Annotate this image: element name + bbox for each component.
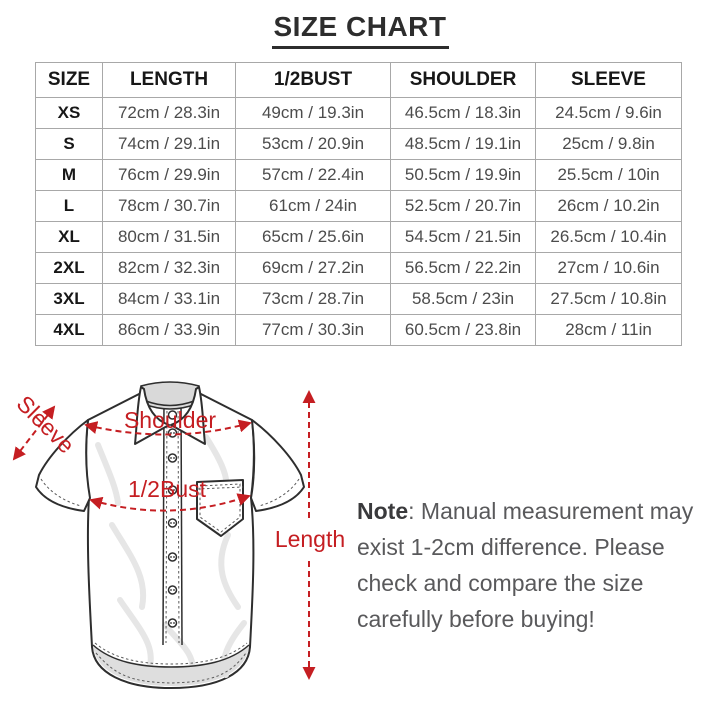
shoulder-cell: 60.5cm / 23.8in xyxy=(391,315,536,346)
table-row xyxy=(36,284,682,315)
sleeve-cell: 25cm / 9.8in xyxy=(536,129,682,160)
length-cell: 76cm / 29.9in xyxy=(103,160,236,191)
column-header-sleeve: SLEEVE xyxy=(536,63,682,98)
page-title-text: SIZE CHART xyxy=(272,11,449,49)
sleeve-cell: 27cm / 10.6in xyxy=(536,253,682,284)
size-cell: XL xyxy=(36,222,103,253)
table-row xyxy=(36,315,682,346)
bust-cell: 61cm / 24in xyxy=(236,191,391,222)
table-row xyxy=(36,253,682,284)
length-cell: 82cm / 32.3in xyxy=(103,253,236,284)
bust-cell: 77cm / 30.3in xyxy=(236,315,391,346)
shoulder-cell: 48.5cm / 19.1in xyxy=(391,129,536,160)
note-label: Note xyxy=(357,498,409,524)
sleeve-cell: 26.5cm / 10.4in xyxy=(536,222,682,253)
bust-cell: 57cm / 22.4in xyxy=(236,160,391,191)
sleeve-label: Sleeve xyxy=(11,390,80,459)
table-header-row xyxy=(36,63,682,98)
table-row xyxy=(36,160,682,191)
length-cell: 78cm / 30.7in xyxy=(103,191,236,222)
measurement-note xyxy=(357,493,695,637)
page-title xyxy=(0,11,720,49)
shoulder-cell: 52.5cm / 20.7in xyxy=(391,191,536,222)
length-cell: 86cm / 33.9in xyxy=(103,315,236,346)
size-cell: L xyxy=(36,191,103,222)
size-cell: XS xyxy=(36,98,103,129)
sleeve-cell: 28cm / 11in xyxy=(536,315,682,346)
size-cell: M xyxy=(36,160,103,191)
bust-cell: 69cm / 27.2in xyxy=(236,253,391,284)
sleeve-cell: 27.5cm / 10.8in xyxy=(536,284,682,315)
column-header-bust: 1/2BUST xyxy=(236,63,391,98)
length-cell: 72cm / 28.3in xyxy=(103,98,236,129)
column-header-shoulder: SHOULDER xyxy=(391,63,536,98)
size-cell: 4XL xyxy=(36,315,103,346)
bust-cell: 53cm / 20.9in xyxy=(236,129,391,160)
shoulder-cell: 54.5cm / 21.5in xyxy=(391,222,536,253)
sleeve-cell: 24.5cm / 9.6in xyxy=(536,98,682,129)
bust-cell: 65cm / 25.6in xyxy=(236,222,391,253)
bust-label: 1/2Bust xyxy=(128,476,206,502)
length-cell: 80cm / 31.5in xyxy=(103,222,236,253)
size-cell: 2XL xyxy=(36,253,103,284)
length-cell: 74cm / 29.1in xyxy=(103,129,236,160)
sleeve-cell: 25.5cm / 10in xyxy=(536,160,682,191)
column-header-size: SIZE xyxy=(36,63,103,98)
size-cell: 3XL xyxy=(36,284,103,315)
shoulder-cell: 58.5cm / 23in xyxy=(391,284,536,315)
length-label: Length xyxy=(274,526,345,552)
table-row xyxy=(36,98,682,129)
shoulder-cell: 50.5cm / 19.9in xyxy=(391,160,536,191)
shoulder-cell: 46.5cm / 18.3in xyxy=(391,98,536,129)
table-row xyxy=(36,222,682,253)
column-header-length: LENGTH xyxy=(103,63,236,98)
table-row xyxy=(36,191,682,222)
right-sleeve xyxy=(251,420,304,511)
shoulder-label: Shoulder xyxy=(123,407,217,433)
note-text: : Manual measurement may exist 1-2cm difference. Please check and compare the size carefully before buying! xyxy=(357,498,694,632)
sleeve-cell: 26cm / 10.2in xyxy=(536,191,682,222)
shirt-diagram xyxy=(0,375,345,710)
size-table xyxy=(35,62,682,346)
length-cell: 84cm / 33.1in xyxy=(103,284,236,315)
bust-cell: 49cm / 19.3in xyxy=(236,98,391,129)
bust-cell: 73cm / 28.7in xyxy=(236,284,391,315)
shoulder-cell: 56.5cm / 22.2in xyxy=(391,253,536,284)
size-cell: S xyxy=(36,129,103,160)
table-row xyxy=(36,129,682,160)
